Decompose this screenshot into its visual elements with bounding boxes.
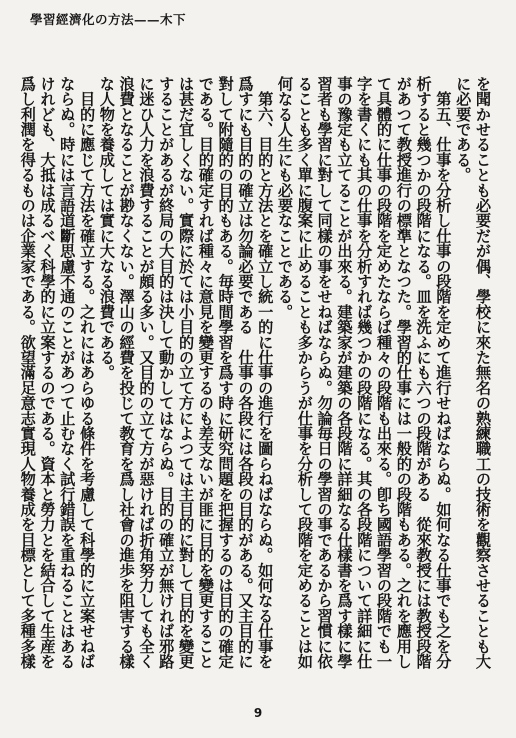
body-text [18, 76, 492, 676]
paragraph: 目的に應じて方法を確立する。之れにはあらゆる條件を考慮して科學的に立案せねばならぬ。時には言語道斷思慮不通のことがあつて止むなく試行錯誤を重ねることはあるけれども、大抵は成るべく科學的に立案するのである。資本と勞力とを結合して生産を爲し利潤を得るものは企業家である。欲望滿足意志實現人物養成を目標として多種多樣 [18, 76, 97, 669]
running-head: 學習經濟化の方法——木下 [30, 12, 187, 27]
paragraph: を聞かせることも必要だが偶、學校に來た無名の熟練職工の技術を觀察させることも大に必要である。 [454, 76, 492, 669]
page-number: 9 [253, 706, 263, 720]
paragraph: 第六、目的と方法とを確立し統一的に仕事の進行を圖らねばならぬ。如何なる仕事を爲すにも目的の確立は勿論必要である 仕事の各段には各段の目的がある。又主目的に對して附隨的の目的もある。毎時間學習を爲す時に研究問題を把握するのは目的の確定である。目的確定すれば種々に意見を變更するのも差支ないが匪に目的を變更することは甚だ宜しくない。實際に於ては小目的の立て方によつては主目的に對して目的を變更することがあるが終局の大目的は決して動かしてはならぬ。目的の確立が無ければ邪路に迷ひ人力を浪費することが頗る多い。又目的の立て方が惡ければ折角努力しても全く浪費となることが尠なくない。澤山の經費を投じて教育を爲し社會の進歩を阻害する樣な人物を養成しては實に大なる浪費である。 [97, 76, 275, 669]
paragraph: 第五、仕事を分析し仕事の段階を定めて進行せねばならぬ。如何なる仕事でも之を分析すると幾つかの段階になる。皿を洗ふにも六つの段階がある 從來教授には教授段階があつて教授進行の標準となつた。學習的仕事には一般的の段階もある。之れを應用して具體的に仕事の段階を定めたならば種々の段階も出來る。卽ち國語學習の段階でも一字を書くにも其の仕事を分析すれば幾つかの段階になる。其の各段階について詳細に仕事の豫定も立てることが出來る。建築家が建築の各段階に詳細なる仕樣書を爲す樣に學習者も學習に對して同樣の事をせねばならぬ。勿論毎日の學習の事であるから習慣に依ることも多く單に腹案に止めることも多からうが仕事を分析して段階を定めることは如何なる人生にも必要なことである。 [276, 76, 453, 669]
